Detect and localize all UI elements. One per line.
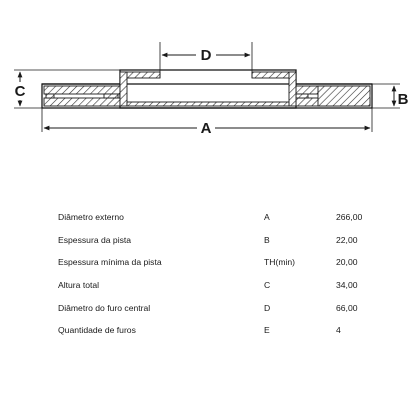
hat-section — [120, 72, 296, 106]
right-solid-section — [318, 86, 370, 106]
spec-symbol: D — [264, 302, 271, 313]
table-row — [58, 206, 398, 229]
table-row — [58, 274, 398, 297]
right-vane-inner — [296, 94, 308, 98]
left-outer-plate — [44, 86, 120, 94]
spec-name: Diâmetro do furo central — [58, 302, 151, 313]
spec-value: 22,00 — [336, 234, 358, 245]
spec-value: 34,00 — [336, 280, 358, 291]
hat-wall-left — [120, 72, 127, 106]
left-rotor-section — [44, 86, 120, 106]
table-row — [58, 319, 398, 342]
spec-name: Espessura da pista — [58, 234, 132, 245]
center-bore — [160, 72, 252, 78]
spec-name: Diâmetro externo — [58, 212, 124, 223]
hat-bottom-flange — [127, 102, 289, 106]
specifications-table — [58, 206, 398, 342]
dimension-c-label: C — [14, 83, 26, 100]
table-row — [58, 251, 398, 274]
dimension-b-label: B — [397, 91, 409, 108]
right-rotor-section — [296, 86, 370, 106]
spec-symbol: E — [264, 325, 270, 336]
dimension-a-label: A — [200, 120, 212, 137]
spec-name: Altura total — [58, 280, 100, 291]
left-vane-inner — [104, 94, 118, 98]
spec-symbol: B — [264, 234, 270, 245]
left-inner-plate — [44, 98, 120, 106]
spec-symbol: A — [264, 212, 270, 223]
spec-value: 20,00 — [336, 257, 358, 268]
spec-value: 266,00 — [336, 212, 363, 223]
hat-wall-right — [289, 72, 296, 106]
brake-disc-cross-section-diagram — [0, 0, 420, 150]
spec-symbol: C — [264, 280, 271, 291]
spec-value: 66,00 — [336, 302, 358, 313]
spec-name: Espessura mínima da pista — [58, 257, 162, 268]
table-row — [58, 296, 398, 319]
spec-value: 4 — [336, 325, 341, 336]
spec-name: Quantidade de furos — [58, 325, 136, 336]
table-row — [58, 229, 398, 252]
left-vane — [46, 94, 54, 98]
spec-symbol: TH(min) — [264, 257, 296, 268]
dimension-d-label: D — [200, 47, 212, 64]
